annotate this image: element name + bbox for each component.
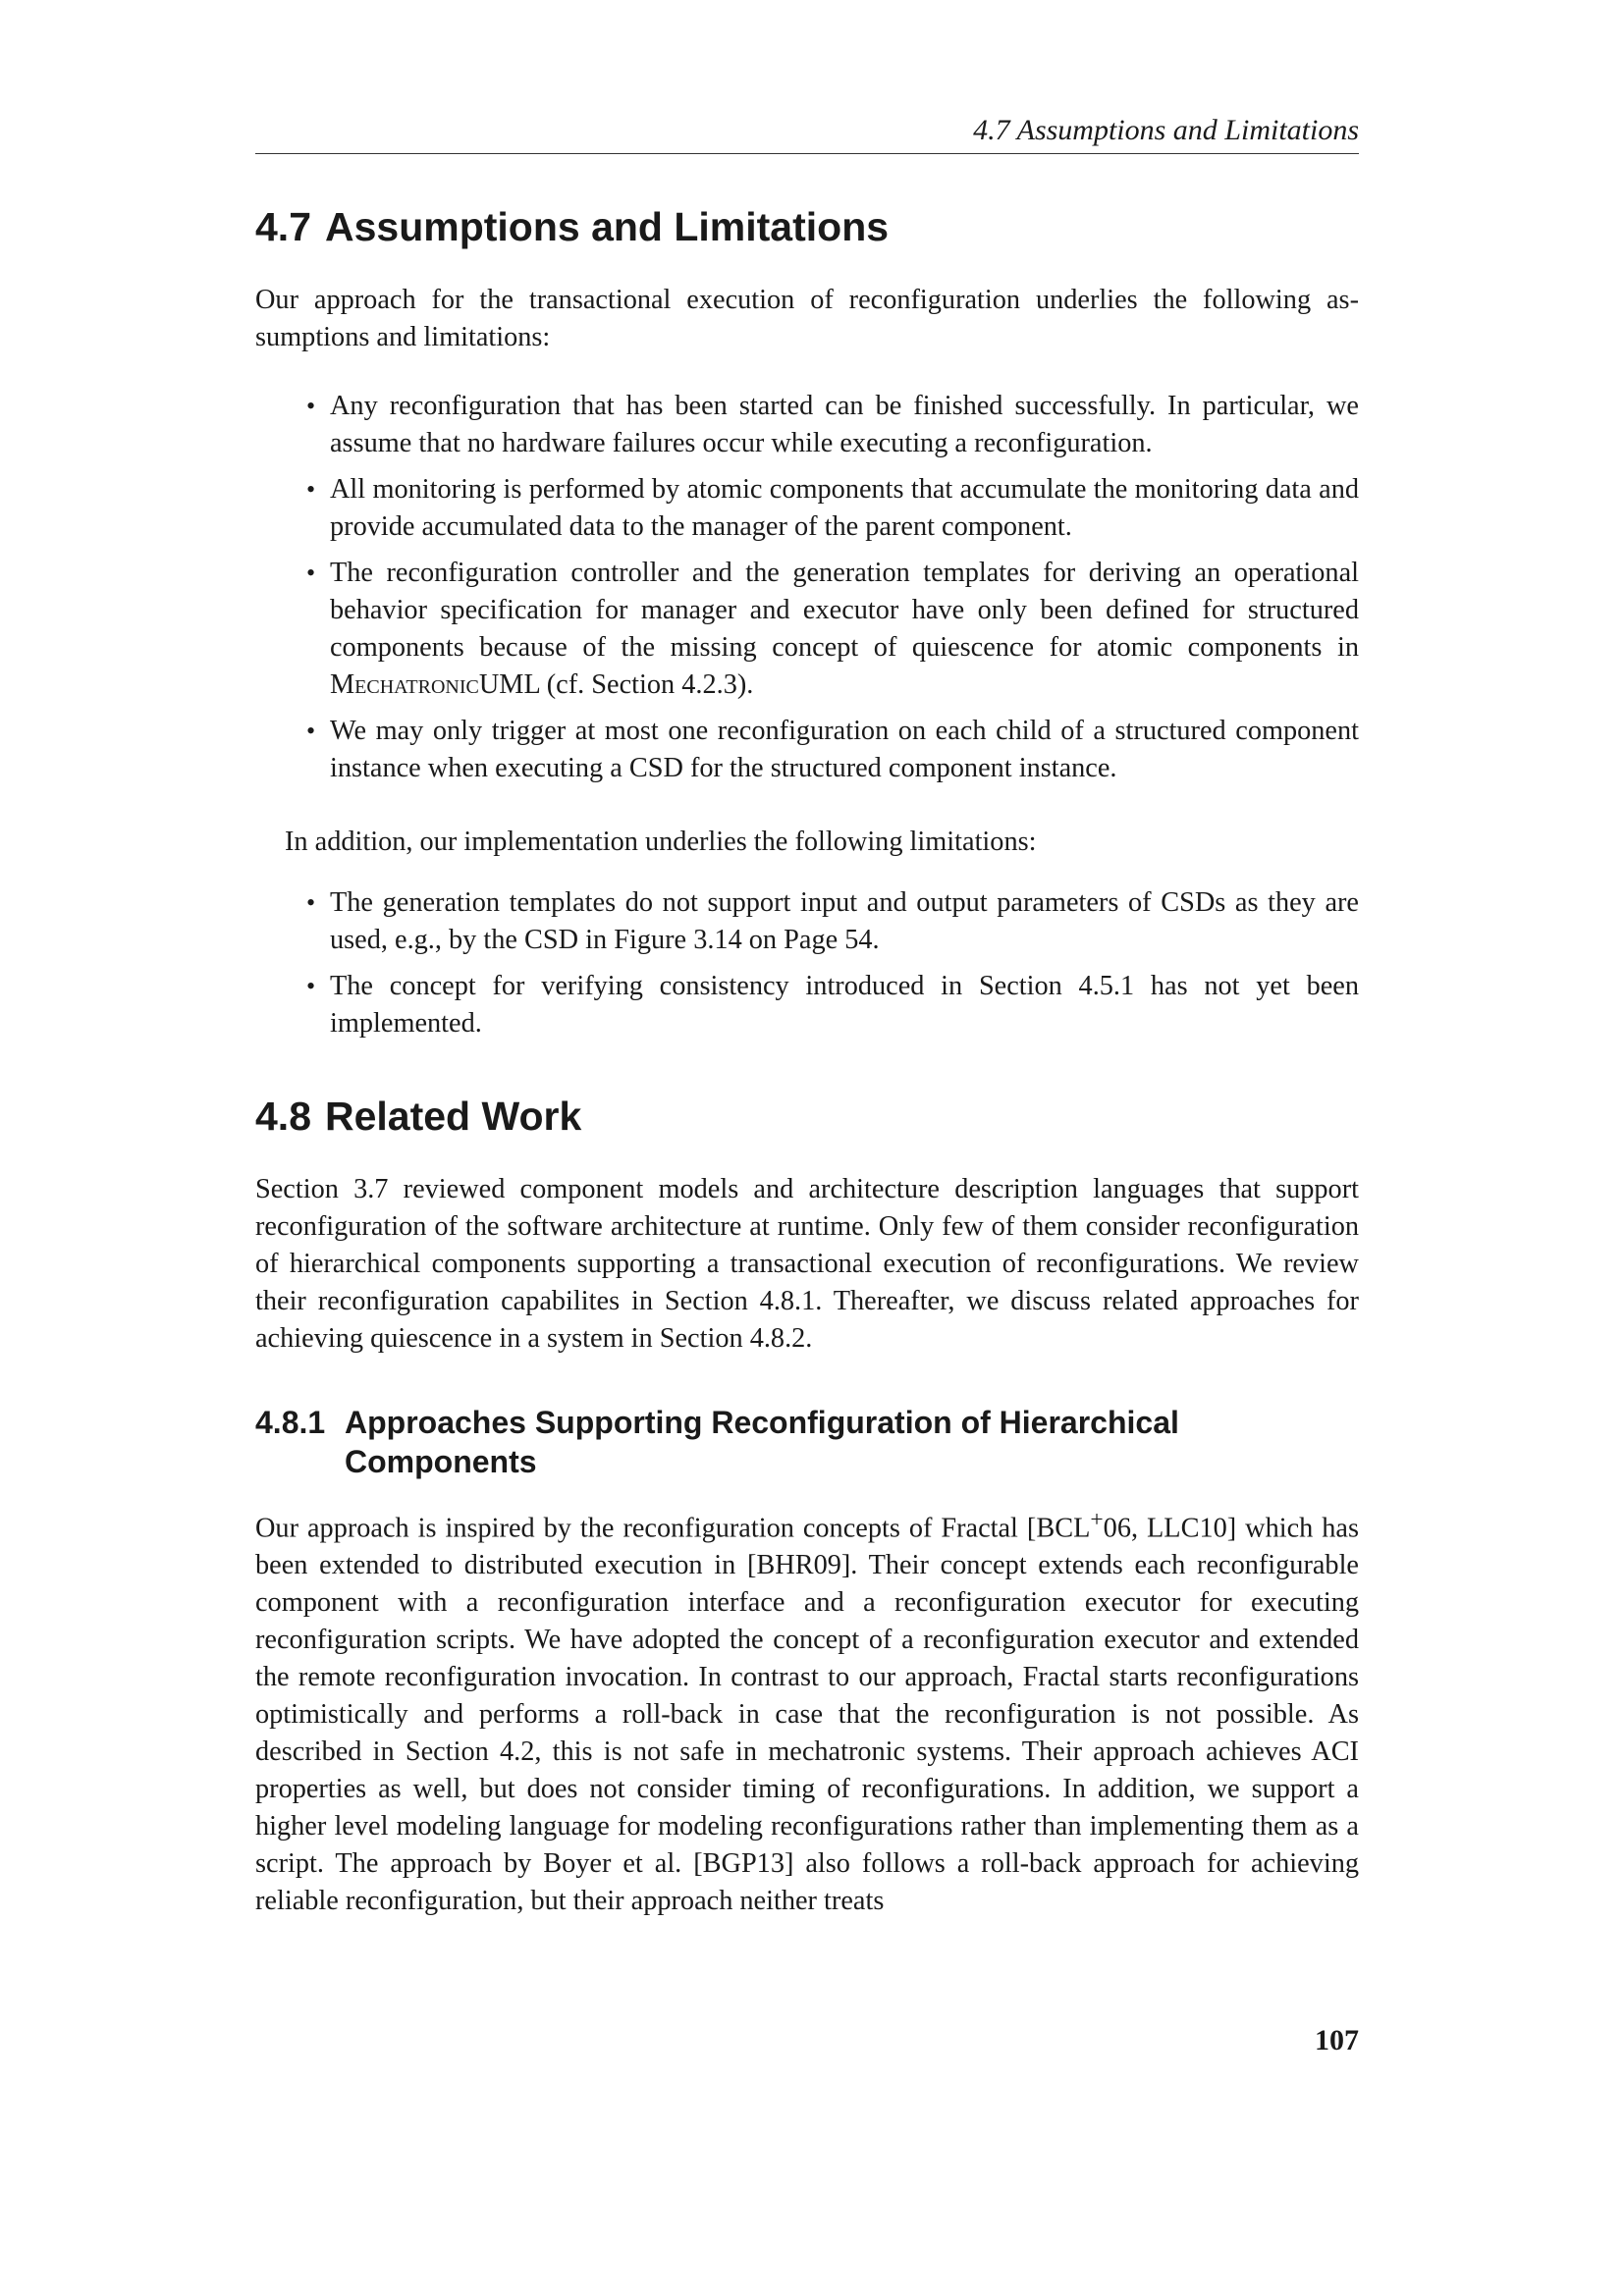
addition-paragraph: In addition, our implementation underlies the following limitations: (285, 827, 1037, 857)
bullet-icon: • (306, 717, 316, 745)
bullet-icon: • (306, 888, 316, 917)
paragraph-text: Our approach is inspired by the reconfiguration concepts of Fractal [BCL (255, 1513, 1091, 1544)
list-item-text: The generation templates do not support input and output parameters of CSDs as they are used, e.g., by the CSD in Figure 3.14 on Page 54. (330, 887, 1359, 955)
list-item-text: We may only trigger at most one reconfiguration on each child of a structured component instance when executing a CSD for the structured component instance. (330, 716, 1359, 783)
list-item (255, 884, 1359, 959)
list-item-text: The concept for verifying consistency introduced in Section 4.5.1 has not yet been implemented. (330, 971, 1359, 1039)
list-item (255, 471, 1359, 546)
list-item-text: The reconfiguration controller and the generation templates for deriving an operational behavior specification for manager and executor have only been defined for structured components because of the missing concept of quiescence for atomic components in (330, 558, 1359, 663)
section-heading-4-7 (255, 201, 1359, 252)
subsection-number: 4.8.1 (255, 1405, 326, 1440)
page-number: 107 (1315, 2024, 1359, 2056)
section-title: Assumptions and Limitations (325, 204, 890, 249)
list-item (255, 713, 1359, 787)
page-content (255, 201, 1359, 1920)
paragraph-text-cont: 06, LLC10] which has been extended to distributed execution in [BHR09]. Their concept extends each reconfigurable component with a reconfiguration interface and a reconfiguration executor for executing reconfiguration scripts. We have adopted the concept of a reconfiguration executor and extended the remote reconfiguration invocation. In contrast to our approach, Fractal starts reconfigurations optimistically and performs a roll-back in case that the reconfiguration is not possible. As described in Section 4.2, this is not safe in mechatronic systems. Their approach achieves ACI properties as well, but does not consider timing of reconfigurations. In addition, we support a higher level modeling language for modeling reconfigurations rather than implementing them as a script. The approach by Boyer et al. [BGP13] also follows a roll-back approach for achieving reliable reconfiguration, but their approach neither treats (255, 1513, 1359, 1917)
document-page (255, 0, 1359, 2296)
fractal-paragraph (255, 1501, 1359, 1920)
list-item-text-end: UML (cf. Section 4.2.3). (478, 669, 754, 700)
header-rule (255, 153, 1359, 154)
list-item (255, 388, 1359, 462)
section-number: 4.7 (255, 204, 311, 249)
section-heading-4-8 (255, 1091, 1359, 1142)
related-work-paragraph: Section 3.7 reviewed component models and architecture description languages that support reconfiguration of the software architecture at runtime. Only few of them consider reconfiguration of hierarchical components supporting a transactional execution of reconfigurations. We review their reconfiguration capabilites in Section 4.8.1. Thereafter, we discuss related approaches for achieving quiescence in a system in Section 4.8.2. (255, 1174, 1359, 1354)
list-item (255, 968, 1359, 1042)
bullet-icon: • (306, 475, 316, 504)
running-head: 4.7 Assumptions and Limitations (973, 114, 1359, 146)
subsection-heading-4-8-1 (255, 1403, 1359, 1481)
subsection-title: Approaches Supporting Reconfiguration of Hierarchical Components (345, 1405, 1179, 1479)
bullet-icon: • (306, 559, 316, 587)
mechatronic-small-caps: Mechatronic (330, 669, 479, 700)
assumptions-list (255, 388, 1359, 787)
list-item (255, 555, 1359, 704)
list-item-text: Any reconfiguration that has been started can be finished successfully. In particular, we assume that no hardware failures occur while executing a reconfiguration. (330, 391, 1359, 458)
citation-superscript: + (1090, 1507, 1104, 1532)
bullet-icon: • (306, 972, 316, 1000)
section-number: 4.8 (255, 1094, 311, 1139)
intro-paragraph: Our approach for the transactional execution of reconfiguration underlies the following assumptions and limitations: (255, 285, 1359, 352)
section-title: Related Work (325, 1094, 582, 1139)
limitations-list (255, 884, 1359, 1042)
bullet-icon: • (306, 392, 316, 420)
list-item-text: All monitoring is performed by atomic components that accumulate the monitoring data and provide accumulated data to the manager of the parent component. (330, 474, 1359, 542)
